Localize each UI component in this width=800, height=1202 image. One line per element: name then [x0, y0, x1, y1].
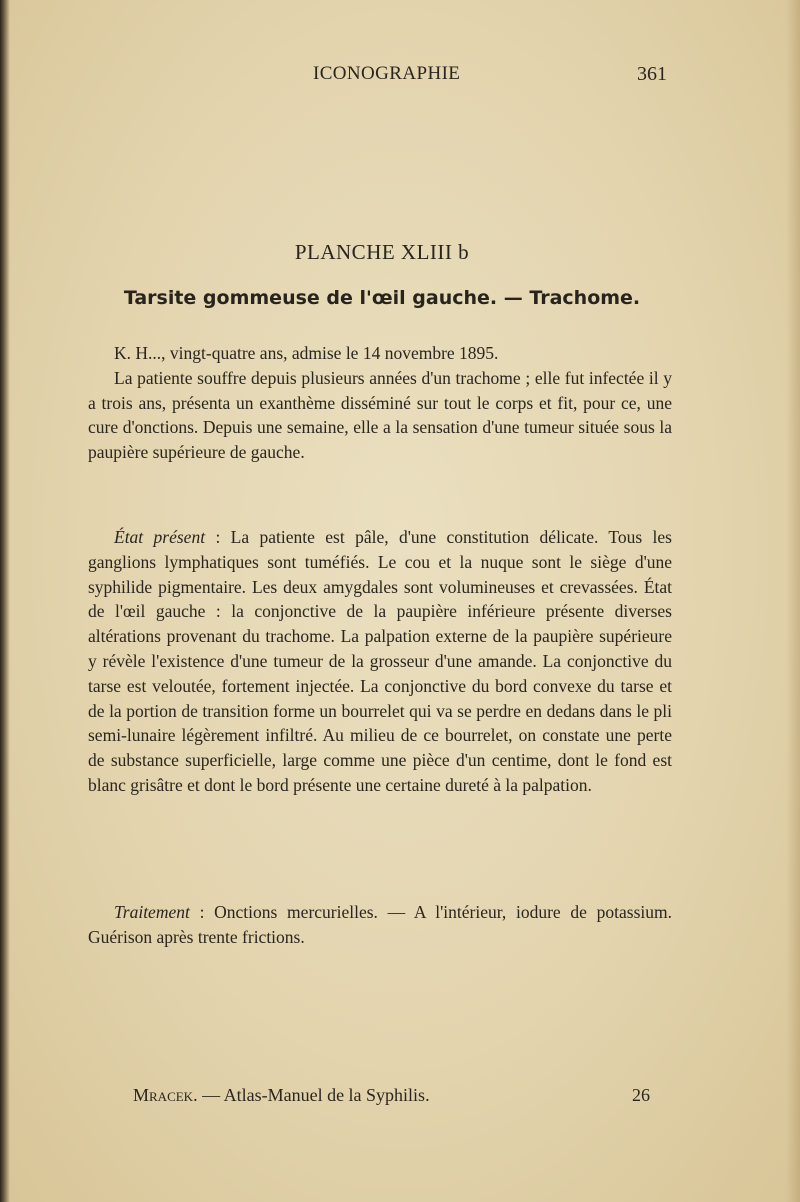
- gathering-signature: 26: [632, 1085, 650, 1105]
- present-state-section: [88, 525, 672, 798]
- paragraph-patient: K. H..., vingt-quatre ans, admise le 14 novembre 1895.: [114, 343, 499, 363]
- page-number: 361: [637, 63, 667, 85]
- footer: [0, 1085, 800, 1115]
- section-heading: Tarsite gommeuse de l'œil gauche. — Trachome.: [123, 287, 641, 309]
- binding-edge: [0, 0, 10, 1202]
- treatment-text: : Onctions mercurielles. — A l'intérieur, iodure de potassium. Guérison après trente frictions.: [88, 902, 672, 947]
- page-edge-shadow: [786, 0, 800, 1202]
- footer-reference: [133, 1085, 430, 1106]
- running-head: [0, 63, 800, 93]
- present-state-label: État présent: [114, 527, 206, 547]
- present-state-text: : La patiente est pâle, d'une constitution délicate. Tous les ganglions lymphatiques sont tuméfiés. Le cou et la nuque sont le siège d'une syphilide pigmentaire. Les deux amygdales sont volumineuses et crevassées. État de l'œil gauche : la conjonctive de la paupière inférieure présente diverses altérations provenant du trachome. La palpation externe de la paupière supérieure y révèle l'existence d'une tumeur de la grosseur d'une amande. La conjonctive du tarse est veloutée, fortement injectée. La conjonctive du bord convexe du tarse et de la portion de transition forme un bourrelet qui va se perdre en dedans dans le pli semi-lunaire légèrement infiltré. Au milieu de ce bourrelet, on constate une perte de substance superficielle, large comme une pièce d'un centime, dont le fond est blanc grisâtre et dont le bord présente une certaine dureté à la palpation.: [88, 527, 672, 795]
- treatment-section: [88, 900, 672, 950]
- plate-title: PLANCHE XLIII b: [294, 240, 470, 264]
- footer-dash: —: [197, 1085, 224, 1105]
- paragraph-treatment: [88, 900, 672, 950]
- running-title: ICONOGRAPHIE: [313, 63, 461, 84]
- paragraph-present-state: [88, 525, 672, 798]
- footer-book-title: Atlas-Manuel de la Syphilis.: [223, 1085, 430, 1105]
- case-paragraphs: [88, 341, 672, 465]
- paragraph-history: La patiente souffre depuis plusieurs années d'un trachome ; elle fut infectée il y a trois ans, présenta un exanthème disséminé sur tout le corps et fit, pour ce, une cure d'onctions. Depuis une semaine, elle a la sensation d'une tumeur située sous la paupière supérieure de gauche.: [88, 367, 672, 463]
- treatment-label: Traitement: [114, 902, 190, 922]
- footer-author: Mracek.: [133, 1085, 198, 1105]
